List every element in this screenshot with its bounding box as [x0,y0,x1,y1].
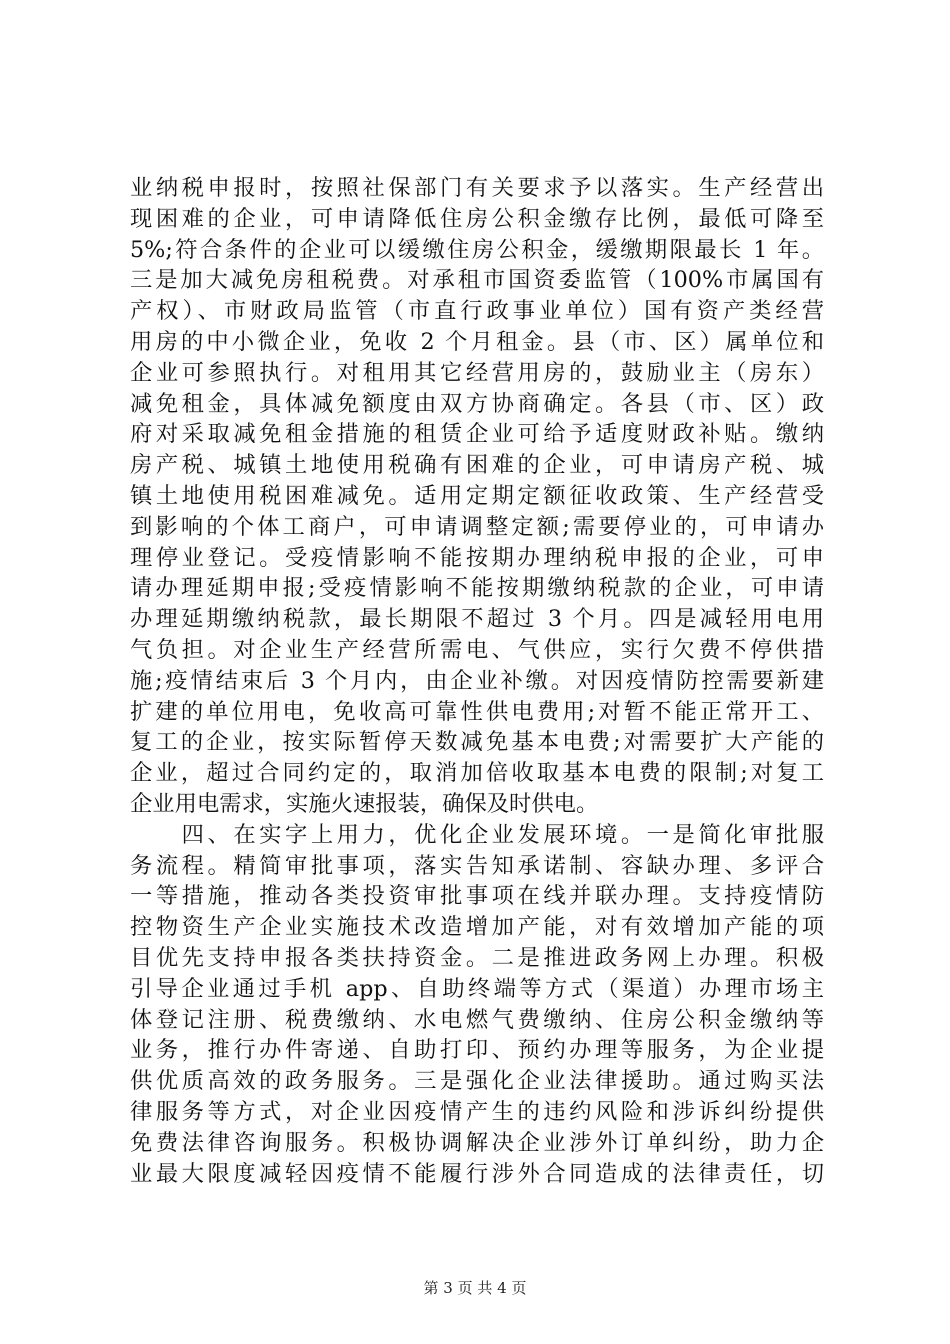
text-line: 产权）、市财政局监管（市直行政事业单位）国有资产类经营 [130,298,824,325]
text-line: 镇土地使用税困难减免。适用定期定额征收政策、生产经营受 [130,482,824,509]
text-line: 减免租金，具体减免额度由双方协商确定。各县（市、区）政 [130,390,824,417]
text-line: 企业用电需求，实施火速报装，确保及时供电。 [130,790,599,817]
text-line: 府对采取减免租金措施的租赁企业可给予适度财政补贴。缴纳 [130,421,824,448]
text-line: 用房的中小微企业，免收 2 个月租金。县（市、区）属单位和 [130,328,824,355]
text-line: 企业可参照执行。对租用其它经营用房的，鼓励业主（房东） [130,359,824,386]
text-line: 业务，推行办件寄递、自助打印、预约办理等服务，为企业提 [130,1037,824,1064]
text-line: 复工的企业，按实际暂停天数减免基本电费;对需要扩大产能的 [130,729,824,756]
text-line: 三是加大减免房租税费。对承租市国资委监管（100%市属国有 [130,267,824,294]
text-line: 业最大限度减轻因疫情不能履行涉外合同造成的法律责任，切 [130,1160,824,1187]
text-line: 现困难的企业，可申请降低住房公积金缴存比例，最低可降至 [130,205,824,232]
text-line: 5%;符合条件的企业可以缓缴住房公积金，缓缴期限最长 1 年。 [130,236,824,263]
page-footer: 第 3 页 共 4 页 [423,1279,527,1297]
text-line: 业纳税申报时，按照社保部门有关要求予以落实。生产经营出 [130,175,824,201]
text-line: 控物资生产企业实施技术改造增加产能，对有效增加产能的项 [130,914,824,941]
text-line: 理停业登记。受疫情影响不能按期办理纳税申报的企业，可申 [130,544,824,571]
text-line: 到影响的个体工商户，可申请调整定额;需要停业的，可申请办 [130,513,824,540]
text-line: 引导企业通过手机 app、自助终端等方式（渠道）办理市场主 [130,975,824,1002]
text-line: 供优质高效的政务服务。三是强化企业法律援助。通过购买法 [130,1068,824,1095]
text-line: 请办理延期申报;受疫情影响不能按期缴纳税款的企业，可申请 [130,575,824,602]
text-line: 企业，超过合同约定的，取消加倍收取基本电费的限制;对复工 [130,760,824,787]
text-line: 四、在实字上用力，优化企业发展环境。一是简化审批服 [130,821,824,848]
text-line: 房产税、城镇土地使用税确有困难的企业，可申请房产税、城 [130,452,824,479]
text-line: 一等措施，推动各类投资审批事项在线并联办理。支持疫情防 [130,883,824,910]
document-body [130,173,824,1189]
text-line: 扩建的单位用电，免收高可靠性供电费用;对暂不能正常开工、 [130,698,824,725]
text-line: 体登记注册、税费缴纳、水电燃气费缴纳、住房公积金缴纳等 [130,1006,824,1033]
text-line: 施;疫情结束后 3 个月内，由企业补缴。对因疫情防控需要新建 [130,667,824,694]
text-line: 务流程。精简审批事项，落实告知承诺制、容缺办理、多评合 [130,852,824,879]
text-line: 律服务等方式，对企业因疫情产生的违约风险和涉诉纠纷提供 [130,1098,824,1125]
text-line: 免费法律咨询服务。积极协调解决企业涉外订单纠纷，助力企 [130,1129,824,1156]
text-line: 气负担。对企业生产经营所需电、气供应，实行欠费不停供措 [130,636,824,663]
text-line: 目优先支持申报各类扶持资金。二是推进政务网上办理。积极 [130,944,824,971]
text-line: 办理延期缴纳税款，最长期限不超过 3 个月。四是减轻用电用 [130,606,824,633]
